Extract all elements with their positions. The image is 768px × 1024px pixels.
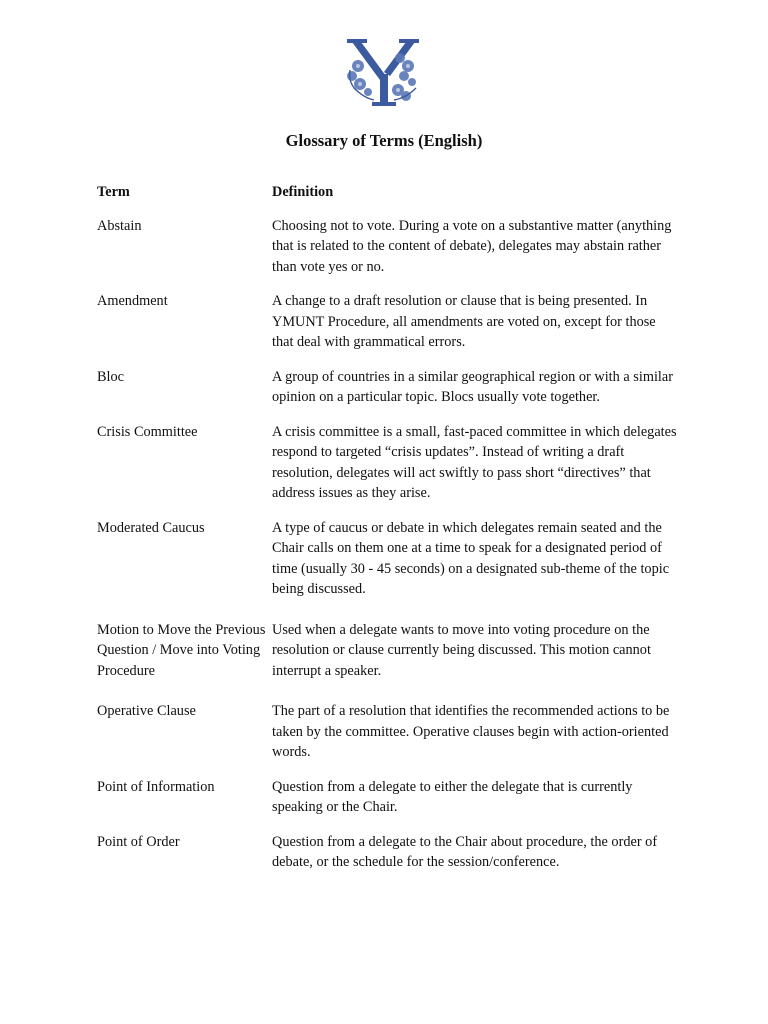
term-cell: Moderated Caucus [97,519,205,536]
ymunt-logo [344,36,424,110]
definition-cell: Question from a delegate to either the delegate that is currently speaking or the Chair. [272,778,633,815]
definition-cell: A group of countries in a similar geographical region or with a similar opinion on a particular topic. Blocs usually vote together. [272,368,674,405]
definition-cell: A crisis committee is a small, fast-paced committee in which delegates respond to targeted “crisis updates”. Instead of writing a draft resolution, delegates will act swiftly to pass short “directives” that address issues as they arise. [272,423,677,501]
table-header-row [97,182,677,203]
term-cell: Operative Clause [97,703,196,719]
table-row [97,422,677,504]
ymunt-floral-y-logo-icon [344,36,424,110]
table-row [97,291,677,353]
term-cell: Bloc [97,368,125,385]
definition-cell: The part of a resolution that identifies the recommended actions to be taken by the committee. Operative clauses begin with action-oriented words. [272,703,670,760]
definition-cell: Choosing not to vote. During a vote on a substantive matter (anything that is related to the content of debate), delegates may abstain rather than vote yes or no. [272,217,672,275]
definition-cell: Question from a delegate to the Chair about procedure, the order of debate, or the schedule for the session/conference. [272,833,658,870]
term-cell: Crisis Committee [97,423,198,440]
glossary-table [97,182,677,873]
term-cell: Amendment [97,293,168,309]
table-row [97,701,677,763]
definition-cell: A change to a draft resolution or clause that is being presented. In YMUNT Procedure, all amendments are voted on, except for those that deal with grammatical errors. [272,293,656,350]
table-row [97,832,677,873]
term-cell: Motion to Move the Previous Question / Move into Voting Procedure [97,621,266,679]
term-cell: Point of Order [97,833,180,850]
term-cell: Abstain [97,217,142,234]
table-row [97,216,677,278]
term-cell: Point of Information [97,778,215,795]
table-row [97,367,677,408]
table-row [97,518,677,600]
definition-cell: Used when a delegate wants to move into voting procedure on the resolution or clause currently being discussed. This motion cannot interrupt a speaker. [272,621,651,679]
definition-cell: A type of caucus or debate in which delegates remain seated and the Chair calls on them one at a time to speak for a designated period of time (usually 30 - 45 seconds) on a designated sub-theme of the topic being discussed. [272,519,670,597]
term-column-header: Term [97,184,130,200]
definition-column-header: Definition [272,184,334,200]
document-title: Glossary of Terms (English) [285,131,483,150]
table-row [97,620,677,682]
table-row [97,777,677,818]
